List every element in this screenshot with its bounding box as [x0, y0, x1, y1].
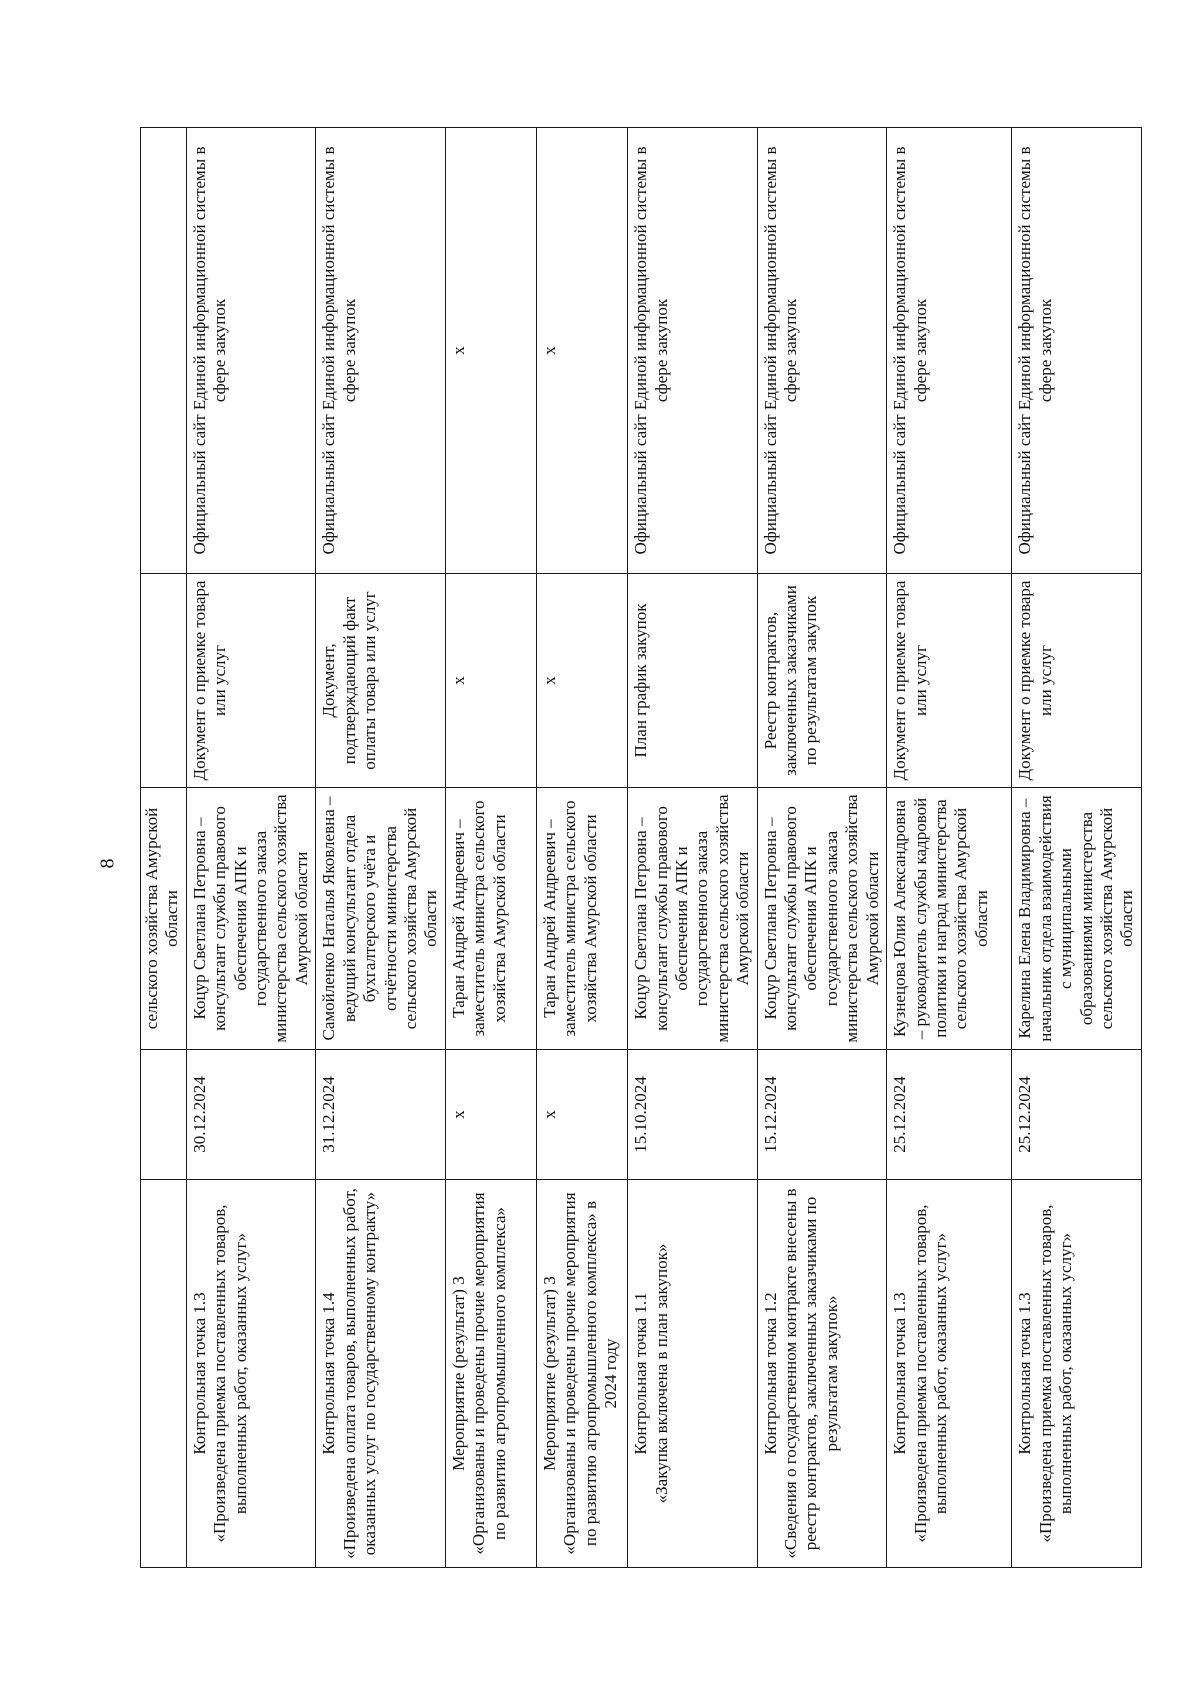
- info-system-cell: x: [537, 128, 628, 574]
- responsible-cell: Коцур Светлана Петровна – консультант службы правового обеспечения АПК и государственного заказа министерства сельского хозяйства Амурской области: [757, 788, 887, 1050]
- info-system-cell: Официальный сайт Единой информационной системы в сфере закупок: [887, 128, 1012, 574]
- event-title: «Произведена приемка поставленных товаров, выполненных работ, оказанных услуг»: [910, 1204, 950, 1543]
- table-cell: [141, 1180, 187, 1568]
- event-cell: [316, 1180, 446, 1568]
- event-title: «Организованы и проведены прочие мероприятия по развитию агропромышленного комплекса» в 2024 году: [560, 1192, 621, 1555]
- rotated-table-wrapper: [140, 128, 1142, 1568]
- document-cell: x: [537, 574, 628, 788]
- document-cell: x: [445, 574, 536, 788]
- responsible-cell: Карелина Елена Владимировна – начальник отдела взаимодействия с муниципальными образованиями министерства сельского хозяйства Амурской области: [1012, 788, 1142, 1050]
- info-system-cell: Официальный сайт Единой информационной системы в сфере закупок: [1012, 128, 1142, 574]
- event-title: «Произведена оплата товаров, выполненных работ, оказанных услуг по государственному контракту»: [339, 1188, 380, 1559]
- date-cell: 31.12.2024: [316, 1050, 446, 1180]
- info-system-cell: Официальный сайт Единой информационной системы в сфере закупок: [628, 128, 758, 574]
- event-label: Мероприятие (результат) 3: [540, 1276, 560, 1471]
- table-row: [186, 128, 316, 1568]
- table-row: [757, 128, 887, 1568]
- info-system-cell: Официальный сайт Единой информационной системы в сфере закупок: [757, 128, 887, 574]
- event-title: «Организованы и проведены прочие мероприятия по развитию агропромышленного комплекса»: [469, 1192, 509, 1555]
- table-cell: [141, 574, 187, 788]
- responsible-cell: Коцур Светлана Петровна – консультант службы правового обеспечения АПК и государственного заказа министерства сельского хозяйства Амурской области: [628, 788, 758, 1050]
- responsible-cell: Самойленко Наталья Яковлевна – ведущий консультант отдела бухгалтерского учёта и отчётности министерства сельского хозяйства Амурской области: [316, 788, 446, 1050]
- event-cell: [537, 1180, 628, 1568]
- responsible-cell: Таран Андрей Андреевич – заместитель министра сельского хозяйства Амурской области: [445, 788, 536, 1050]
- document-cell: Документ о приемке товара или услуг: [186, 574, 316, 788]
- table-cell: [141, 1050, 187, 1180]
- event-cell: [186, 1180, 316, 1568]
- date-cell: x: [445, 1050, 536, 1180]
- document-cell: План график закупок: [628, 574, 758, 788]
- info-system-cell: x: [445, 128, 536, 574]
- info-system-cell: Официальный сайт Единой информационной системы в сфере закупок: [186, 128, 316, 574]
- event-cell: [887, 1180, 1012, 1568]
- responsible-cell: Кузнецова Юлия Александровна – руководитель службы кадровой политики и наград министерства сельского хозяйства Амурской области: [887, 788, 1012, 1050]
- event-label: Контрольная точка 1.3: [189, 1292, 209, 1455]
- table-row: [537, 128, 628, 1568]
- date-cell: 25.12.2024: [1012, 1050, 1142, 1180]
- date-cell: 25.12.2024: [887, 1050, 1012, 1180]
- responsible-cell: сельского хозяйства Амурской области: [141, 788, 187, 1050]
- table-row: [316, 128, 446, 1568]
- table-row: [445, 128, 536, 1568]
- date-cell: 15.12.2024: [757, 1050, 887, 1180]
- event-cell: [445, 1180, 536, 1568]
- table-row: [628, 128, 758, 1568]
- event-label: Мероприятие (результат) 3: [448, 1276, 468, 1471]
- info-system-cell: Официальный сайт Единой информационной системы в сфере закупок: [316, 128, 446, 574]
- control-points-table: [140, 127, 1142, 1568]
- event-label: Контрольная точка 1.4: [319, 1292, 339, 1455]
- document-cell: Документ о приемке товара или услуг: [887, 574, 1012, 788]
- event-title: «Закупка включена в план закупок»: [651, 1243, 671, 1504]
- event-title: «Сведения о государственном контракте внесены в реестр контрактов, заключенных заказчиками по результатам закупок»: [781, 1188, 841, 1559]
- document-cell: Документ, подтверждающий факт оплаты товара или услуг: [316, 574, 446, 788]
- event-title: «Произведена приемка поставленных товаров, выполненных работ, оказанных услуг»: [210, 1204, 250, 1543]
- document-cell: Документ о приемке товара или услуг: [1012, 574, 1142, 788]
- table-row-continuation: [141, 128, 187, 1568]
- table-cell: [141, 128, 187, 574]
- page-number: 8: [96, 858, 119, 869]
- event-label: Контрольная точка 1.2: [760, 1292, 780, 1455]
- table-row: [887, 128, 1012, 1568]
- event-cell: [1012, 1180, 1142, 1568]
- date-cell: 15.10.2024: [628, 1050, 758, 1180]
- event-label: Контрольная точка 1.1: [631, 1292, 651, 1455]
- event-cell: [628, 1180, 758, 1568]
- event-label: Контрольная точка 1.3: [1015, 1292, 1035, 1455]
- date-cell: 30.12.2024: [186, 1050, 316, 1180]
- event-cell: [757, 1180, 887, 1568]
- date-cell: x: [537, 1050, 628, 1180]
- event-label: Контрольная точка 1.3: [890, 1292, 910, 1455]
- table-row: [1012, 128, 1142, 1568]
- document-cell: Реестр контрактов, заключенных заказчиками по результатам закупок: [757, 574, 887, 788]
- responsible-cell: Таран Андрей Андреевич – заместитель министра сельского хозяйства Амурской области: [537, 788, 628, 1050]
- event-title: «Произведена приемка поставленных товаров, выполненных работ, оказанных услуг»: [1035, 1204, 1076, 1543]
- responsible-cell: Коцур Светлана Петровна – консультант службы правового обеспечения АПК и государственного заказа министерства сельского хозяйства Амурской области: [186, 788, 316, 1050]
